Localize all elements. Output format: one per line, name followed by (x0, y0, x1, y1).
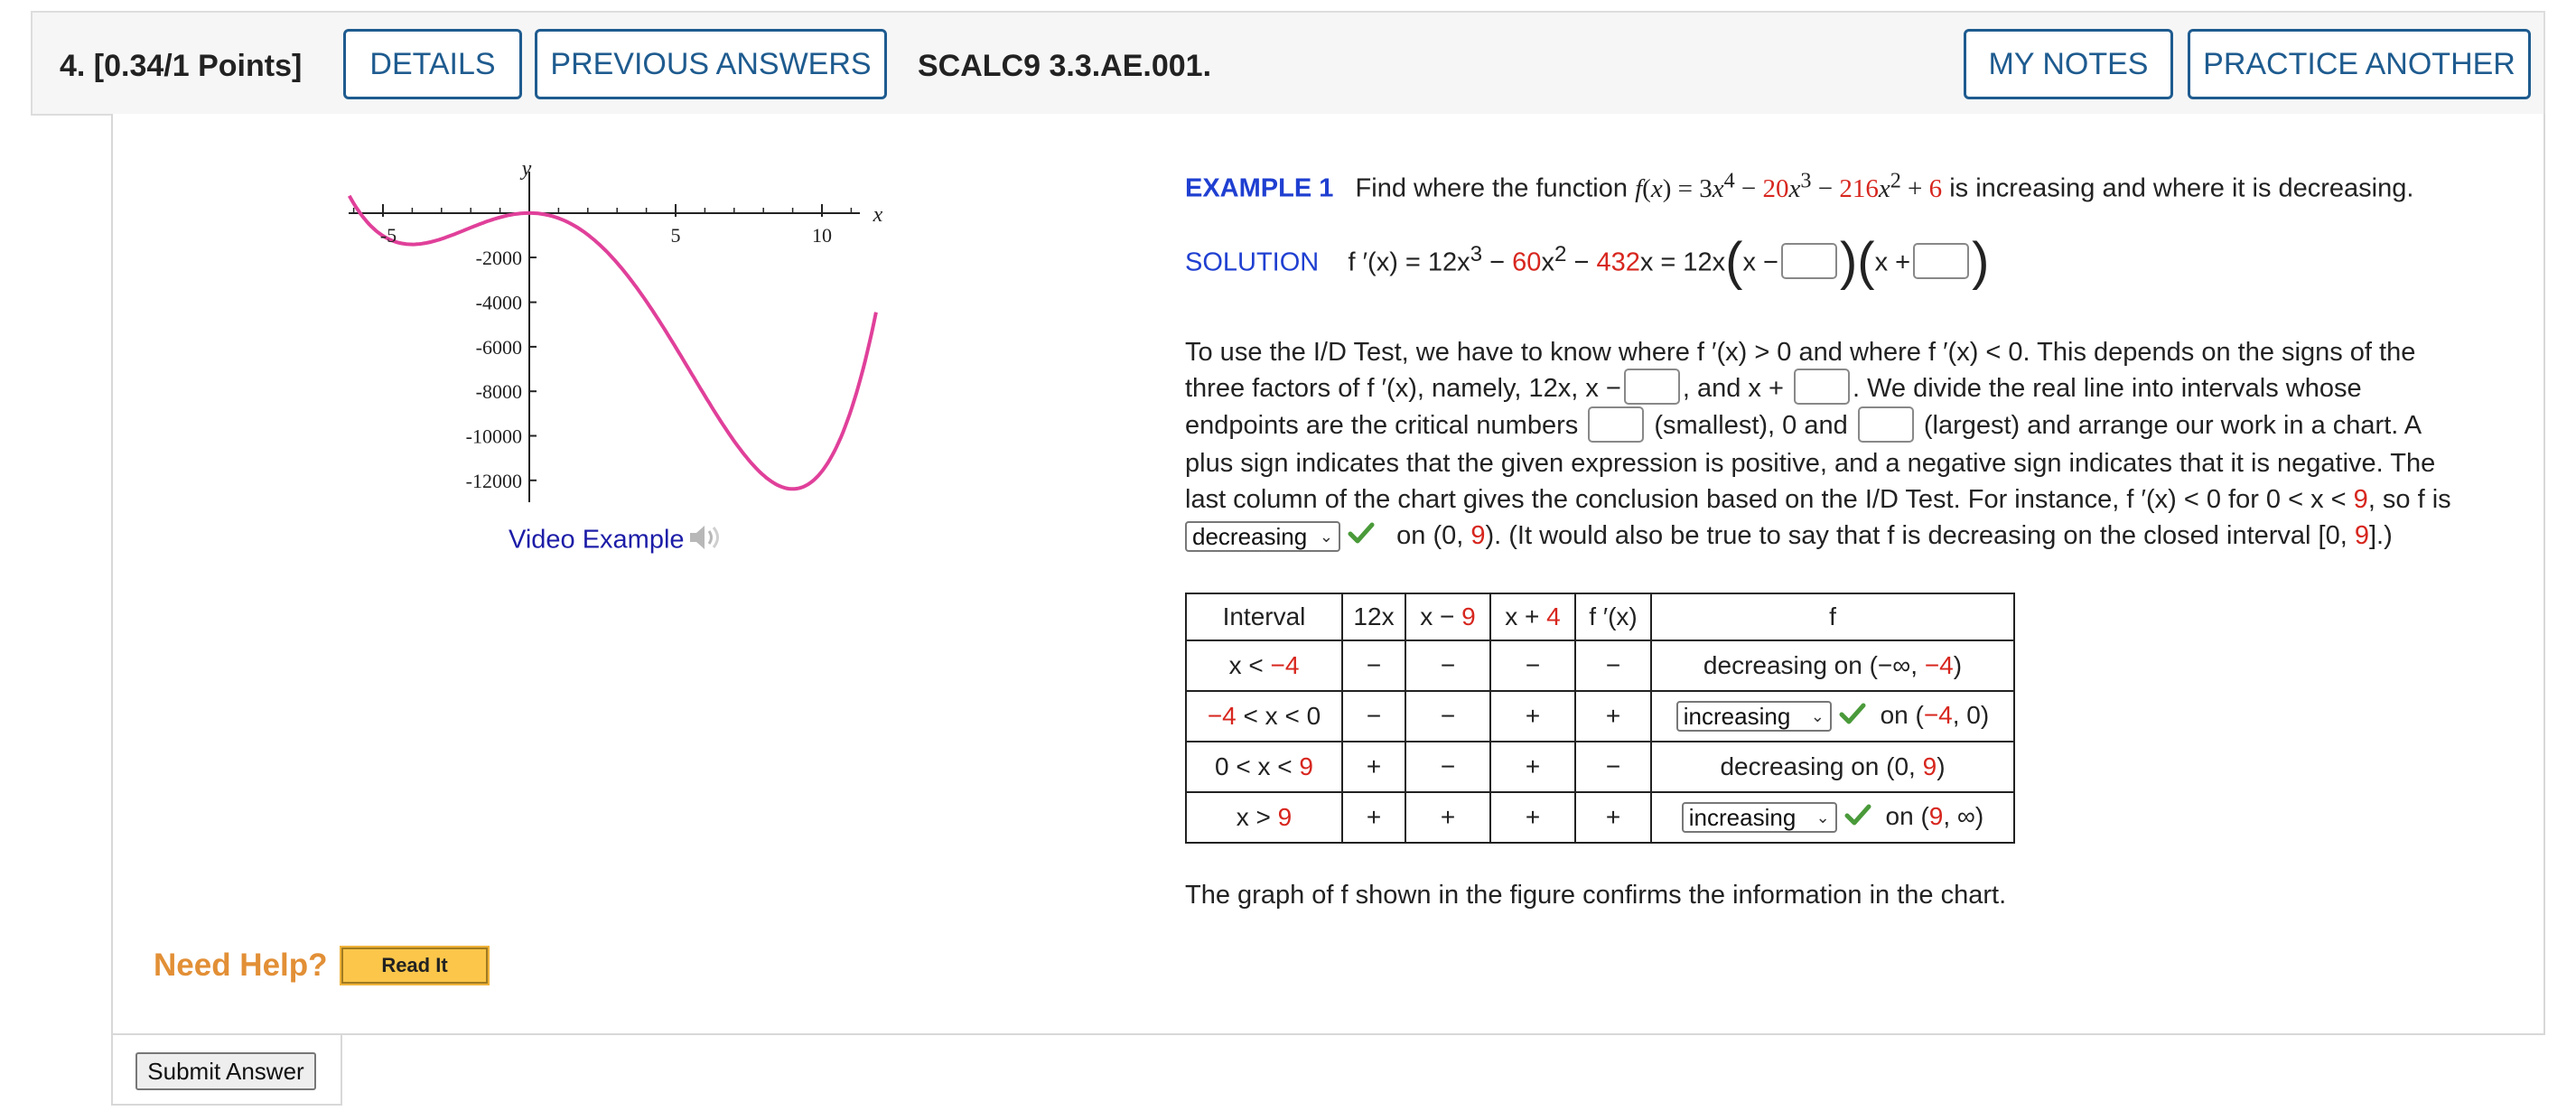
open-paren: ( (1857, 232, 1875, 291)
factor-x-plus: x + (1874, 247, 1911, 277)
text: decreasing on (−∞, (1703, 651, 1925, 679)
text: f ′(x) < 0. (1928, 338, 2030, 367)
sign-cell: + (1575, 792, 1651, 843)
text: x − (1585, 374, 1621, 403)
y-ticks (529, 257, 537, 481)
answer-box-factor-plus-2[interactable] (1794, 369, 1850, 405)
factor-x-minus: x − (1742, 247, 1778, 277)
example-text-after: is increasing and where it is decreasing. (1949, 173, 2414, 203)
sign-cell: + (1490, 691, 1575, 742)
sign-cell: + (1490, 742, 1575, 792)
y-tick-label: -8000 (475, 380, 522, 404)
exp-2: 2 (1890, 168, 1901, 192)
text: namely, 12x, (1432, 374, 1579, 403)
my-notes-button[interactable]: MY NOTES (1964, 29, 2173, 99)
const-6: 6 (1928, 173, 1943, 203)
text: x < (1228, 651, 1271, 679)
header-text: x − (1420, 602, 1455, 630)
video-example-link[interactable] (509, 522, 723, 560)
table-header-row (1186, 593, 2014, 640)
header-interval: Interval (1186, 593, 1342, 640)
y-tick-label: -12000 (465, 469, 522, 492)
text: −4 (1207, 702, 1237, 730)
interval-cell (1186, 691, 1342, 742)
solution-line (1185, 232, 1990, 291)
x-tick-label: 5 (670, 224, 681, 247)
text: , and x + (1682, 374, 1784, 403)
sign-cell: + (1342, 792, 1405, 843)
text: on ( (1880, 700, 1924, 729)
select-value: increasing (1688, 803, 1797, 831)
var-x: x (1541, 247, 1554, 277)
close-paren: ) (1972, 232, 1990, 291)
plus: + (1908, 173, 1923, 203)
sign-cell: + (1342, 742, 1405, 792)
select-value: decreasing (1192, 523, 1308, 551)
coef-60: 60 (1512, 247, 1542, 277)
sign-cell: − (1575, 640, 1651, 691)
sign-cell: − (1405, 691, 1490, 742)
value-9: 9 (1470, 520, 1486, 550)
exp-3: 3 (1470, 242, 1483, 266)
text: f ′(x), (1367, 374, 1424, 403)
read-it-button[interactable]: Read It (341, 948, 488, 984)
y-tick-label: -4000 (475, 291, 522, 314)
text: . We divide the real line into intervals whose (1852, 374, 2362, 403)
sign-cell: − (1342, 691, 1405, 742)
details-button[interactable]: DETAILS (343, 29, 522, 99)
function-curve (350, 196, 876, 490)
text: f ′(x) < 0 for 0 < x < (2126, 484, 2347, 514)
behavior-select[interactable] (1682, 802, 1837, 833)
example-label: EXAMPLE 1 (1185, 173, 1334, 203)
text: 9 (1922, 752, 1937, 780)
coef-432: 432 (1596, 247, 1640, 277)
chevron-down-icon: ⌄ (1810, 706, 1825, 725)
question-header (31, 11, 2545, 116)
x-tick-label: 10 (812, 224, 832, 247)
previous-answers-button[interactable]: PREVIOUS ANSWERS (535, 29, 887, 99)
sign-cell: − (1490, 640, 1575, 691)
f-name: f (1635, 173, 1643, 203)
function-expression: $f(x) = 3x^4 - 20x^3 - 216x^2 + 6$ (1635, 168, 1943, 203)
close-paren: ) (1839, 232, 1858, 291)
interval-cell (1186, 742, 1342, 792)
chevron-down-icon: ⌄ (1815, 808, 1830, 826)
answer-box-factor-minus[interactable] (1781, 243, 1837, 279)
solution-lhs: f ′(x) = 12x (1348, 247, 1470, 277)
header-12x: 12x (1342, 593, 1405, 640)
table-row (1186, 691, 2014, 742)
text: plus sign indicates that the given expression is positive, and a negative sign indicates that it is negative. The (1185, 448, 2436, 478)
header-f-prime: f ′(x) (1575, 593, 1651, 640)
minus: − (1741, 173, 1757, 203)
answer-box-factor-plus[interactable] (1913, 243, 1969, 279)
x-axis-label: x (873, 203, 883, 227)
sign-chart-table (1185, 593, 2015, 844)
text: ). (It would also be true to say that f is decreasing on the closed interval [0, (1485, 520, 2347, 550)
conclusion-cell (1651, 792, 2014, 843)
text: 9 (1299, 752, 1313, 780)
question-id: SCALC9 3.3.AE.001. (918, 49, 1212, 83)
header-x-minus-9 (1405, 593, 1490, 640)
header-num: 4 (1546, 602, 1561, 630)
explanation-paragraph (1185, 334, 2522, 555)
sign-cell: − (1405, 640, 1490, 691)
text: decreasing on (0, (1720, 752, 1923, 780)
example-text-before: Find where the function (1355, 173, 1629, 203)
factored-prefix: x = 12x (1639, 247, 1726, 277)
question-number: 4. [0.34/1 Points] (60, 49, 303, 83)
var-x: x (1650, 173, 1663, 203)
answer-box-critical-smallest[interactable] (1588, 406, 1644, 443)
x-major-ticks (383, 204, 822, 217)
text: last column of the chart gives the conclusion based on the I/D Test. For instance, (1185, 484, 2120, 514)
text: on (0, (1396, 520, 1464, 550)
sign-cell: + (1490, 792, 1575, 843)
text: on ( (1885, 801, 1929, 830)
text: This depends on the signs of the (2037, 338, 2416, 367)
text: ) (1937, 752, 1946, 780)
sign-cell: + (1405, 792, 1490, 843)
y-tick-label: -10000 (465, 425, 522, 448)
text: −4 (1270, 651, 1300, 679)
value-9: 9 (2353, 484, 2368, 514)
submit-answer-button[interactable]: Submit Answer (135, 1052, 316, 1090)
exp-3: 3 (1800, 168, 1812, 192)
check-icon (1839, 702, 1866, 732)
interval-cell (1186, 792, 1342, 843)
minus: − (1489, 247, 1506, 277)
y-tick-label: -6000 (475, 335, 522, 359)
minus: − (1573, 247, 1590, 277)
header-f: f (1651, 593, 2014, 640)
panel-divider (341, 1033, 2545, 1035)
text: , 0) (1952, 700, 1990, 729)
coef-20: 20 (1762, 173, 1789, 203)
behavior-select[interactable] (1185, 521, 1340, 552)
y-axis-label: y (521, 157, 532, 181)
sign-cell: − (1575, 742, 1651, 792)
header-num: 9 (1461, 602, 1476, 630)
text: To use the I/D Test, we have to know where (1185, 338, 1690, 367)
text: endpoints are the critical numbers (1185, 411, 1579, 441)
minus: − (1817, 173, 1834, 203)
text: < x < 0 (1236, 702, 1321, 730)
text: three factors of (1185, 374, 1360, 403)
video-example-label: Video Example (509, 525, 685, 555)
text: (smallest), 0 and (1654, 411, 1848, 441)
speaker-icon (686, 522, 723, 560)
open-paren: ( (1725, 232, 1743, 291)
y-tick-label: -2000 (475, 247, 522, 269)
check-icon (1348, 518, 1375, 555)
table-row (1186, 640, 2014, 691)
text: x > (1236, 803, 1278, 831)
text: 9 (1928, 801, 1944, 830)
sign-cell: − (1405, 742, 1490, 792)
header-text: x + (1505, 602, 1540, 630)
chevron-down-icon: ⌄ (1319, 527, 1333, 546)
text: f ′(x) > 0 (1696, 338, 1792, 367)
closing-text: The graph of f shown in the figure confirms the information in the chart. (1185, 881, 2007, 910)
answer-box-factor-minus-2[interactable] (1624, 369, 1680, 405)
conclusion-cell (1651, 742, 2014, 792)
answer-box-critical-largest[interactable] (1858, 406, 1914, 443)
text: −4 (1923, 700, 1953, 729)
text: , ∞) (1943, 801, 1984, 830)
value-9: 9 (2354, 520, 2369, 550)
eq-3: = 3 (1677, 173, 1713, 203)
conclusion-cell (1651, 640, 2014, 691)
table-row (1186, 742, 2014, 792)
need-help-label: Need Help? (154, 948, 328, 983)
text: and where (1798, 338, 1921, 367)
select-value: increasing (1683, 702, 1791, 730)
practice-another-button[interactable]: PRACTICE ANOTHER (2188, 29, 2531, 99)
text: −4 (1924, 651, 1954, 679)
sign-cell: − (1342, 640, 1405, 691)
text: 9 (1277, 803, 1293, 831)
table-row (1186, 792, 2014, 843)
coef-216: 216 (1839, 173, 1879, 203)
behavior-select[interactable] (1676, 701, 1832, 732)
solution-label: SOLUTION (1185, 247, 1320, 277)
check-icon (1844, 803, 1871, 833)
function-graph (343, 154, 903, 515)
sign-cell: + (1575, 691, 1651, 742)
text: (largest) and arrange our work in a chart. A (1923, 411, 2422, 441)
exp-4: 4 (1723, 168, 1735, 192)
interval-cell (1186, 640, 1342, 691)
exp-2: 2 (1554, 242, 1567, 266)
text: ) (1953, 651, 1963, 679)
header-x-plus-4 (1490, 593, 1575, 640)
text: ].) (2368, 520, 2393, 550)
example-statement (1185, 168, 2413, 204)
text: 0 < x < (1215, 752, 1300, 780)
text: , so f is (2367, 484, 2451, 514)
conclusion-cell (1651, 691, 2014, 742)
x-tick-label: -5 (379, 224, 397, 247)
